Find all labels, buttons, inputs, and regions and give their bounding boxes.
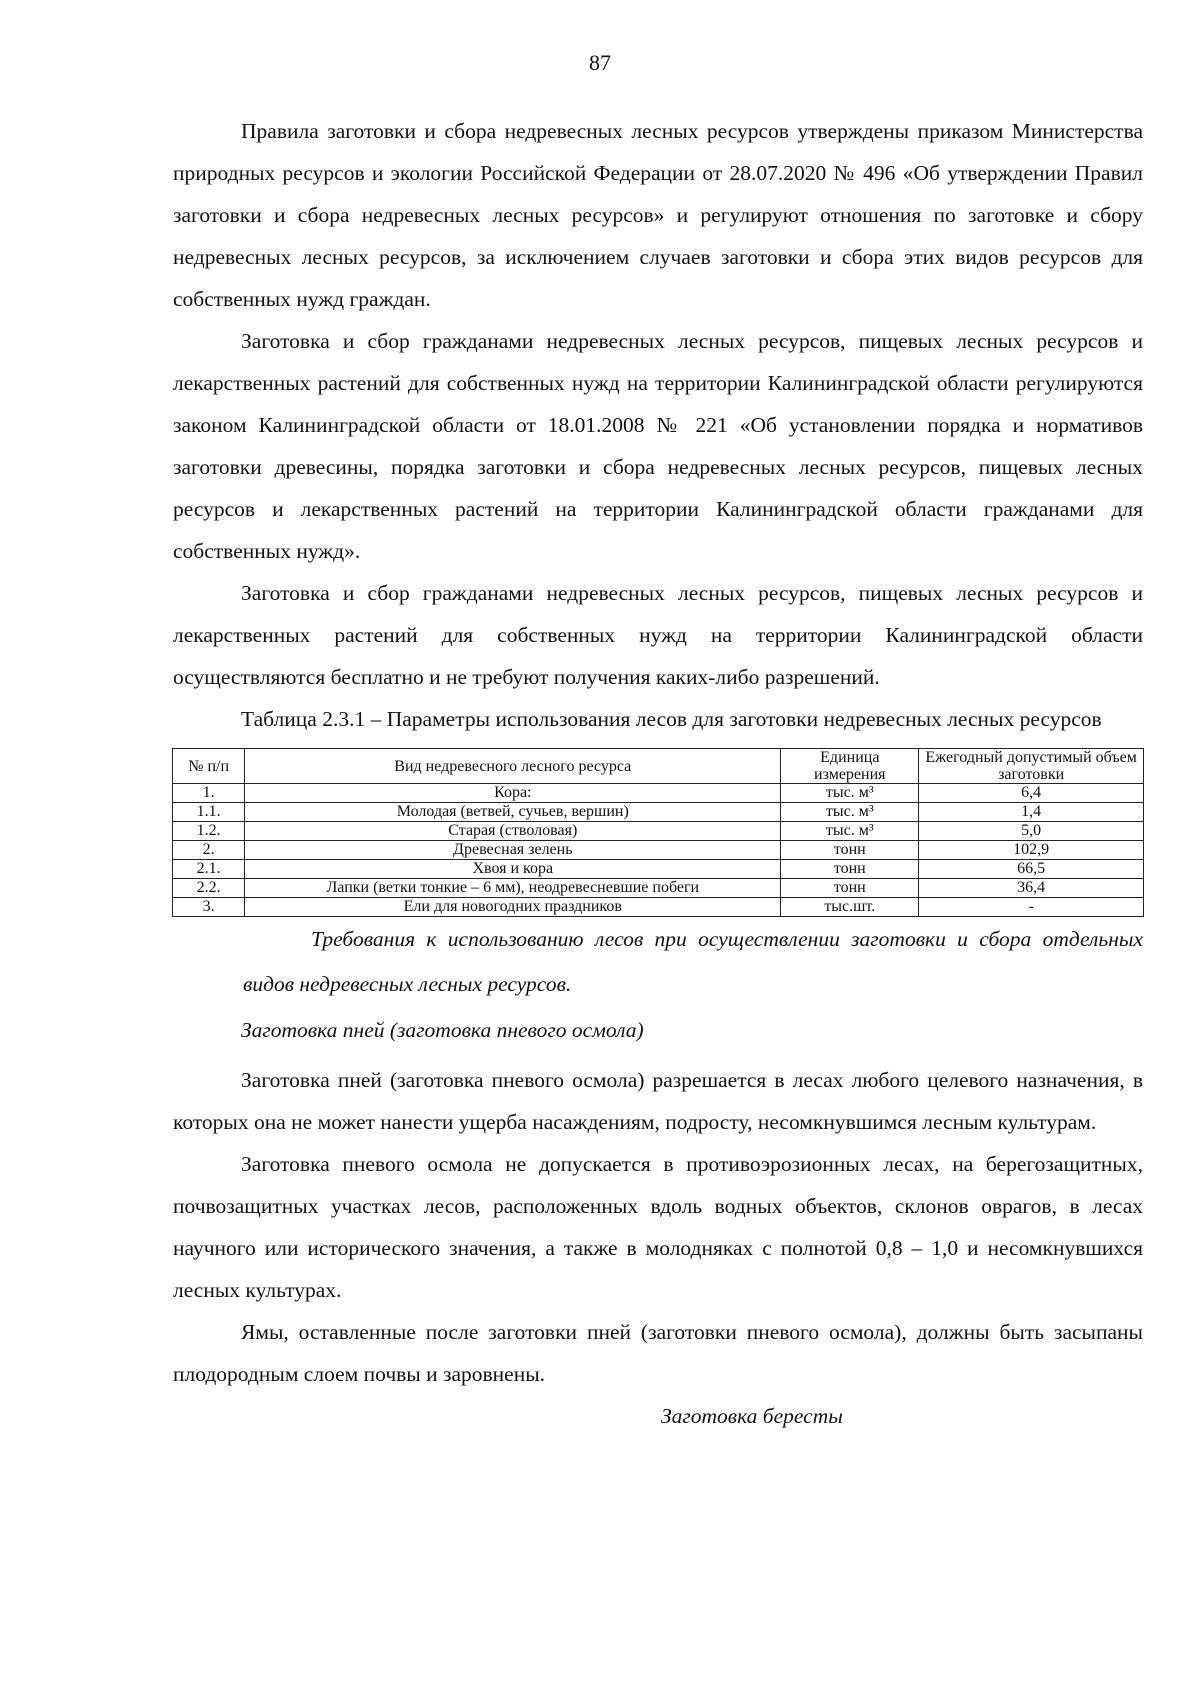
cell-number: 1.1.	[173, 803, 245, 822]
cell-resource: Молодая (ветвей, сучьев, вершин)	[245, 803, 781, 822]
table-row	[173, 803, 1144, 822]
subheading-birch-bark: Заготовка бересты	[661, 1404, 843, 1428]
paragraph: Заготовка и сбор гражданами недревесных лесных ресурсов, пищевых лесных ресурсов и лекарственных растений для собственных нужд на территории Калининградской области регулируются законом Калининградской области от 18.01.2008 № 221 «Об установлении порядка и нормативов заготовки древесины, порядка заготовки и сбора недревесных лесных ресурсов, пищевых лесных ресурсов и лекарственных растений на территории Калининградской области гражданами для собственных нужд».	[173, 329, 1143, 563]
page-number: 87	[589, 50, 611, 75]
table-row	[173, 822, 1144, 841]
cell-unit: тыс.шт.	[781, 898, 919, 917]
section-heading: Требования к использованию лесов при осуществлении заготовки и сбора отдельных видов недревесных лесных ресурсов.	[243, 927, 1143, 996]
cell-resource: Старая (стволовая)	[245, 822, 781, 841]
resources-table	[172, 748, 1144, 917]
cell-number: 2.1.	[173, 860, 245, 879]
cell-unit: тонн	[781, 879, 919, 898]
cell-volume: 1,4	[919, 803, 1144, 822]
table-row	[173, 879, 1144, 898]
cell-number: 1.	[173, 784, 245, 803]
cell-resource: Кора:	[245, 784, 781, 803]
cell-volume: 6,4	[919, 784, 1144, 803]
table-body	[173, 784, 1144, 917]
cell-resource: Хвоя и кора	[245, 860, 781, 879]
header-resource: Вид недревесного лесного ресурса	[245, 749, 781, 784]
cell-unit: тонн	[781, 841, 919, 860]
cell-unit: тыс. м³	[781, 822, 919, 841]
cell-number: 3.	[173, 898, 245, 917]
cell-number: 2.2.	[173, 879, 245, 898]
paragraph: Заготовка и сбор гражданами недревесных лесных ресурсов, пищевых лесных ресурсов и лекарственных растений для собственных нужд на территории Калининградской области осуществляются бесплатно и не требуют получения каких-либо разрешений.	[173, 581, 1143, 689]
table-row	[173, 841, 1144, 860]
cell-number: 1.2.	[173, 822, 245, 841]
cell-unit: тонн	[781, 860, 919, 879]
cell-unit: тыс. м³	[781, 784, 919, 803]
table-row	[173, 860, 1144, 879]
paragraph: Заготовка пневого осмола не допускается в противоэрозионных лесах, на берегозащитных, почвозащитных участках лесов, расположенных вдоль водных объектов, склонов оврагов, в лесах научного или исторического значения, а также в молодняках с полнотой 0,8 – 1,0 и несомкнувшихся лесных культурах.	[173, 1152, 1143, 1302]
cell-volume: 5,0	[919, 822, 1144, 841]
cell-volume: 36,4	[919, 879, 1144, 898]
table-row	[173, 784, 1144, 803]
cell-volume: 66,5	[919, 860, 1144, 879]
cell-resource: Лапки (ветки тонкие – 6 мм), неодревесневшие побеги	[245, 879, 781, 898]
subheading-stumps: Заготовка пней (заготовка пневого осмола)	[241, 1018, 644, 1042]
document-body	[173, 110, 1143, 1437]
header-number: № п/п	[173, 749, 245, 784]
header-unit: Единица измерения	[781, 749, 919, 784]
cell-resource: Древесная зелень	[245, 841, 781, 860]
table-row	[173, 898, 1144, 917]
table-caption: Таблица 2.3.1 – Параметры использования лесов для заготовки недревесных лесных ресурсов	[241, 707, 1102, 731]
cell-volume: -	[919, 898, 1144, 917]
paragraph: Правила заготовки и сбора недревесных лесных ресурсов утверждены приказом Министерства природных ресурсов и экологии Российской Федерации от 28.07.2020 № 496 «Об утверждении Правил заготовки и сбора недревесных лесных ресурсов» и регулируют отношения по заготовке и сбору недревесных лесных ресурсов, за исключением случаев заготовки и сбора этих видов ресурсов для собственных нужд граждан.	[173, 119, 1143, 311]
header-volume: Ежегодный допустимый объем заготовки	[919, 749, 1144, 784]
cell-unit: тыс. м³	[781, 803, 919, 822]
cell-resource: Ели для новогодних праздников	[245, 898, 781, 917]
cell-number: 2.	[173, 841, 245, 860]
paragraph: Ямы, оставленные после заготовки пней (заготовки пневого осмола), должны быть засыпаны плодородным слоем почвы и заровнены.	[173, 1320, 1143, 1386]
table-header-row	[173, 749, 1144, 784]
paragraph: Заготовка пней (заготовка пневого осмола) разрешается в лесах любого целевого назначения, в которых она не может нанести ущерба насаждениям, подросту, несомкнувшимся лесным культурам.	[173, 1068, 1143, 1134]
cell-volume: 102,9	[919, 841, 1144, 860]
